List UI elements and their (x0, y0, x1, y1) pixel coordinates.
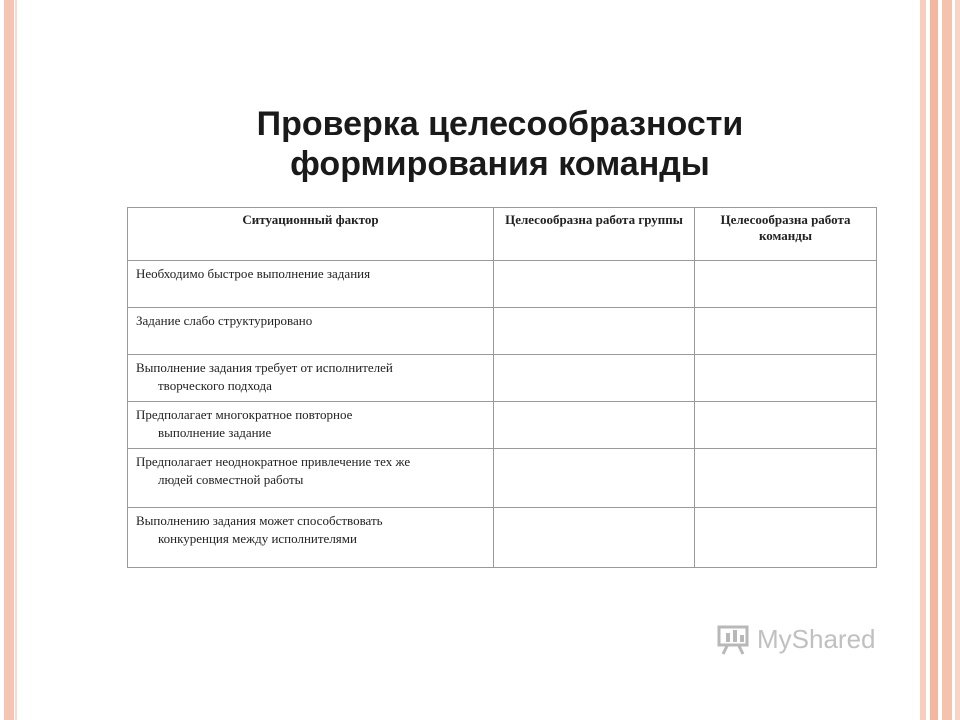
group-cell (494, 355, 695, 402)
table-row (128, 261, 877, 308)
group-cell (494, 508, 695, 568)
group-cell (494, 449, 695, 508)
factor-text: Выполнение задания требует от исполнителей (136, 360, 393, 375)
factor-text: Выполнению задания может способствовать (136, 513, 383, 528)
team-cell (695, 508, 877, 568)
factor-cell (128, 261, 494, 308)
factors-table-container (127, 207, 877, 568)
presentation-board-icon (717, 625, 751, 655)
right-decorative-stripe (920, 0, 926, 720)
header-factor: Ситуационный фактор (128, 208, 494, 261)
right-decorative-stripe (942, 0, 952, 720)
factor-cell (128, 355, 494, 402)
right-decorative-stripe (930, 0, 938, 720)
team-cell (695, 402, 877, 449)
factor-text-cont: людей совместной работы (158, 472, 304, 487)
header-team: Целесообразна работа команды (695, 208, 877, 261)
watermark-text: MyShared (757, 624, 876, 654)
group-cell (494, 308, 695, 355)
factor-text: Предполагает неоднократное привлечение тех же (136, 454, 411, 469)
slide-title-line2: формирования команды (290, 145, 710, 183)
group-cell (494, 261, 695, 308)
slide-title-line1: Проверка целесообразности (256, 105, 744, 143)
factor-cell (128, 449, 494, 508)
factors-table (127, 207, 877, 568)
table-row (128, 308, 877, 355)
slide-title (200, 104, 800, 184)
team-cell (695, 261, 877, 308)
right-decorative-stripe (955, 0, 960, 720)
myshared-watermark (717, 624, 876, 655)
team-cell (695, 308, 877, 355)
factor-cell (128, 402, 494, 449)
factor-text: Предполагает многократное повторное (136, 407, 353, 422)
factor-cell (128, 508, 494, 568)
left-decorative-stripe (4, 0, 14, 720)
team-cell (695, 355, 877, 402)
left-decorative-stripe-thin (15, 0, 17, 720)
table-row (128, 449, 877, 508)
factor-text: Необходимо быстрое выполнение задания (136, 266, 371, 281)
table-header-row (128, 208, 877, 261)
factor-cell (128, 308, 494, 355)
factor-text-cont: выполнение задание (158, 425, 272, 440)
factor-text: Задание слабо структурировано (136, 313, 313, 328)
header-group: Целесообразна работа группы (494, 208, 695, 261)
group-cell (494, 402, 695, 449)
factor-text-cont: конкуренция между исполнителями (158, 531, 357, 546)
table-row (128, 508, 877, 568)
table-row (128, 355, 877, 402)
team-cell (695, 449, 877, 508)
factor-text-cont: творческого подхода (158, 378, 272, 393)
table-row (128, 402, 877, 449)
